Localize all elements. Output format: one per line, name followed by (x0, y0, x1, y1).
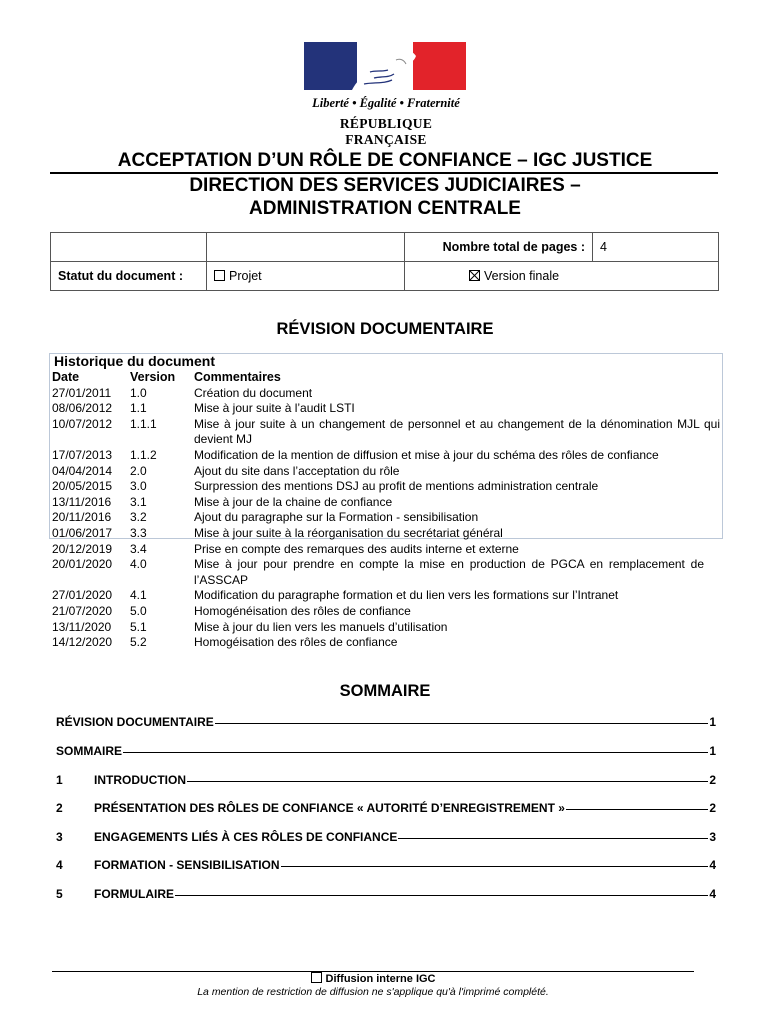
toc-leader (123, 752, 708, 753)
history-row (52, 448, 720, 464)
history-row (52, 526, 720, 542)
history-comment: Mise à jour suite à un changement de personnel et au changement de la dénomination MJL qui devient MJ (194, 416, 720, 447)
history-row (52, 464, 720, 480)
footer-note: La mention de restriction de diffusion ne s'applique qu'à l'imprimé complété. (197, 986, 549, 998)
toc-leader (215, 723, 709, 724)
history-version: 1.1.2 (130, 447, 157, 462)
history-version: 3.2 (130, 510, 147, 525)
republique-francaise-logo (300, 42, 472, 147)
history-comment: Ajout du site dans l’acceptation du rôle (194, 463, 400, 478)
history-date: 13/11/2020 (52, 619, 112, 634)
history-date: 20/01/2020 (52, 557, 113, 572)
status-option-final[interactable] (405, 262, 719, 291)
toc-entry[interactable] (56, 744, 716, 758)
toc-leader (281, 866, 709, 867)
history-version: 1.0 (130, 385, 147, 400)
history-comment: Modification du paragraphe formation et du lien vers les formations sur l’Intranet (194, 588, 619, 603)
info-empty-cell (51, 233, 207, 262)
toc-entry[interactable] (56, 858, 716, 872)
history-row (52, 635, 720, 651)
history-date: 08/06/2012 (52, 401, 113, 416)
history-date: 27/01/2011 (52, 385, 112, 400)
history-date: 13/11/2016 (52, 494, 112, 509)
toc-label: INTRODUCTION (94, 773, 186, 787)
history-date: 21/07/2020 (52, 603, 113, 618)
history-header-row (52, 370, 720, 386)
history-date: 14/12/2020 (52, 635, 113, 650)
history-row (52, 401, 720, 417)
toc-leader (187, 781, 708, 782)
history-row (52, 588, 720, 604)
history-row (52, 604, 720, 620)
status-label: Statut du document : (51, 262, 207, 291)
history-version: 2.0 (130, 463, 147, 478)
document-subtitle-line1: DIRECTION DES SERVICES JUDICIAIRES – (189, 175, 581, 196)
toc-page: 4 (709, 887, 716, 901)
history-title: Historique du document (54, 353, 215, 369)
checkbox-diffusion[interactable] (311, 972, 322, 983)
final-label: Version finale (484, 269, 560, 283)
history-comment: Homogénéisation des rôles de confiance (194, 603, 411, 618)
history-date: 17/07/2013 (52, 447, 113, 462)
history-version: 1.1.1 (130, 416, 157, 431)
toc-number: 3 (56, 830, 63, 844)
pages-label: Nombre total de pages : (405, 233, 593, 262)
summary-heading: SOMMAIRE (339, 682, 431, 700)
history-version: 5.2 (130, 635, 147, 650)
history-version: 1.1 (130, 401, 147, 416)
history-version: 3.3 (130, 525, 147, 540)
column-header-date: Date (52, 370, 80, 384)
history-comment: Homogéisation des rôles de confiance (194, 635, 398, 650)
history-version: 3.1 (130, 494, 147, 509)
republic-name: RÉPUBLIQUE FRANÇAISE (339, 116, 433, 147)
toc-entry[interactable] (56, 773, 716, 787)
toc-label: RÉVISION DOCUMENTAIRE (56, 715, 214, 729)
history-version: 4.0 (130, 557, 147, 572)
column-header-version: Version (130, 370, 176, 384)
history-row (52, 557, 720, 588)
toc-entry[interactable] (56, 887, 716, 901)
pages-value: 4 (593, 233, 719, 262)
history-date: 10/07/2012 (52, 416, 113, 431)
toc-page: 4 (709, 858, 716, 872)
footer-diffusion (52, 972, 694, 985)
history-version: 4.1 (130, 588, 147, 603)
toc-number: 5 (56, 887, 63, 901)
toc-number: 4 (56, 858, 63, 872)
history-table (52, 370, 720, 651)
history-date: 20/11/2016 (52, 510, 112, 525)
revision-heading: RÉVISION DOCUMENTAIRE (276, 320, 494, 338)
checkbox-final-checked[interactable] (469, 270, 480, 281)
history-comment: Surpression des mentions DSJ au profit de mentions administration centrale (194, 479, 599, 494)
history-comment: Mise à jour pour prendre en compte la mise en production de PGCA en remplacement de l’ASSCAP (194, 557, 704, 587)
toc-page: 2 (709, 773, 716, 787)
history-comment: Mise à jour suite à l’audit LSTI (194, 401, 355, 416)
toc-entry[interactable] (56, 715, 716, 729)
toc-entry[interactable] (56, 801, 716, 815)
toc-leader (175, 895, 708, 896)
history-version: 3.4 (130, 541, 147, 556)
history-comment: Mise à jour de la chaine de confiance (194, 494, 393, 509)
toc-page: 2 (709, 801, 716, 815)
toc-leader (566, 809, 708, 810)
toc-label: ENGAGEMENTS LIÉS À CES RÔLES DE CONFIANCE (94, 830, 398, 844)
marianne-profile-icon (304, 42, 466, 90)
toc-label: PRÉSENTATION DES RÔLES DE CONFIANCE « AUTORITÉ D’ENREGISTREMENT » (94, 801, 565, 815)
history-date: 20/05/2015 (52, 479, 113, 494)
document-title: ACCEPTATION D’UN RÔLE DE CONFIANCE – IGC JUSTICE (117, 150, 653, 171)
history-row (52, 417, 720, 448)
history-row (52, 495, 720, 511)
history-version: 5.1 (130, 619, 147, 634)
history-comment: Prise en compte des remarques des audits interne et externe (194, 541, 519, 556)
history-version: 3.0 (130, 479, 147, 494)
republic-motto: Liberté • Égalité • Fraternité (312, 96, 460, 110)
history-row (52, 620, 720, 636)
toc-page: 1 (709, 715, 716, 729)
history-date: 27/01/2020 (52, 588, 113, 603)
history-row (52, 386, 720, 402)
history-date: 01/06/2017 (52, 525, 113, 540)
checkbox-draft[interactable] (214, 270, 225, 281)
history-comment: Mise à jour suite à la réorganisation du secrétariat général (194, 525, 503, 540)
column-header-comments: Commentaires (194, 370, 281, 384)
history-row (52, 510, 720, 526)
toc-page: 1 (709, 744, 716, 758)
history-comment: Modification de la mention de diffusion et mise à jour du schéma des rôles de confiance (194, 447, 659, 462)
history-row (52, 479, 720, 495)
toc-number: 2 (56, 801, 63, 815)
history-date: 04/04/2014 (52, 463, 113, 478)
history-comment: Mise à jour du lien vers les manuels d’utilisation (194, 619, 448, 634)
history-date: 20/12/2019 (52, 541, 113, 556)
status-option-draft[interactable] (207, 262, 405, 291)
history-comment: Ajout du paragraphe sur la Formation - sensibilisation (194, 510, 479, 525)
document-subtitle-line2: ADMINISTRATION CENTRALE (249, 198, 521, 219)
draft-label: Projet (229, 269, 262, 283)
toc-page: 3 (709, 830, 716, 844)
toc-number: 1 (56, 773, 63, 787)
diffusion-label: Diffusion interne IGC (325, 973, 436, 985)
toc-label: FORMATION - SENSIBILISATION (94, 858, 280, 872)
history-row (52, 542, 720, 558)
info-empty-cell (207, 233, 405, 262)
toc-label: SOMMAIRE (56, 744, 122, 758)
toc-label: FORMULAIRE (94, 887, 174, 901)
document-info-table (50, 232, 719, 291)
history-comment: Création du document (194, 385, 313, 400)
history-version: 5.0 (130, 603, 147, 618)
toc-leader (398, 838, 708, 839)
title-divider (50, 172, 718, 174)
toc-entry[interactable] (56, 830, 716, 844)
